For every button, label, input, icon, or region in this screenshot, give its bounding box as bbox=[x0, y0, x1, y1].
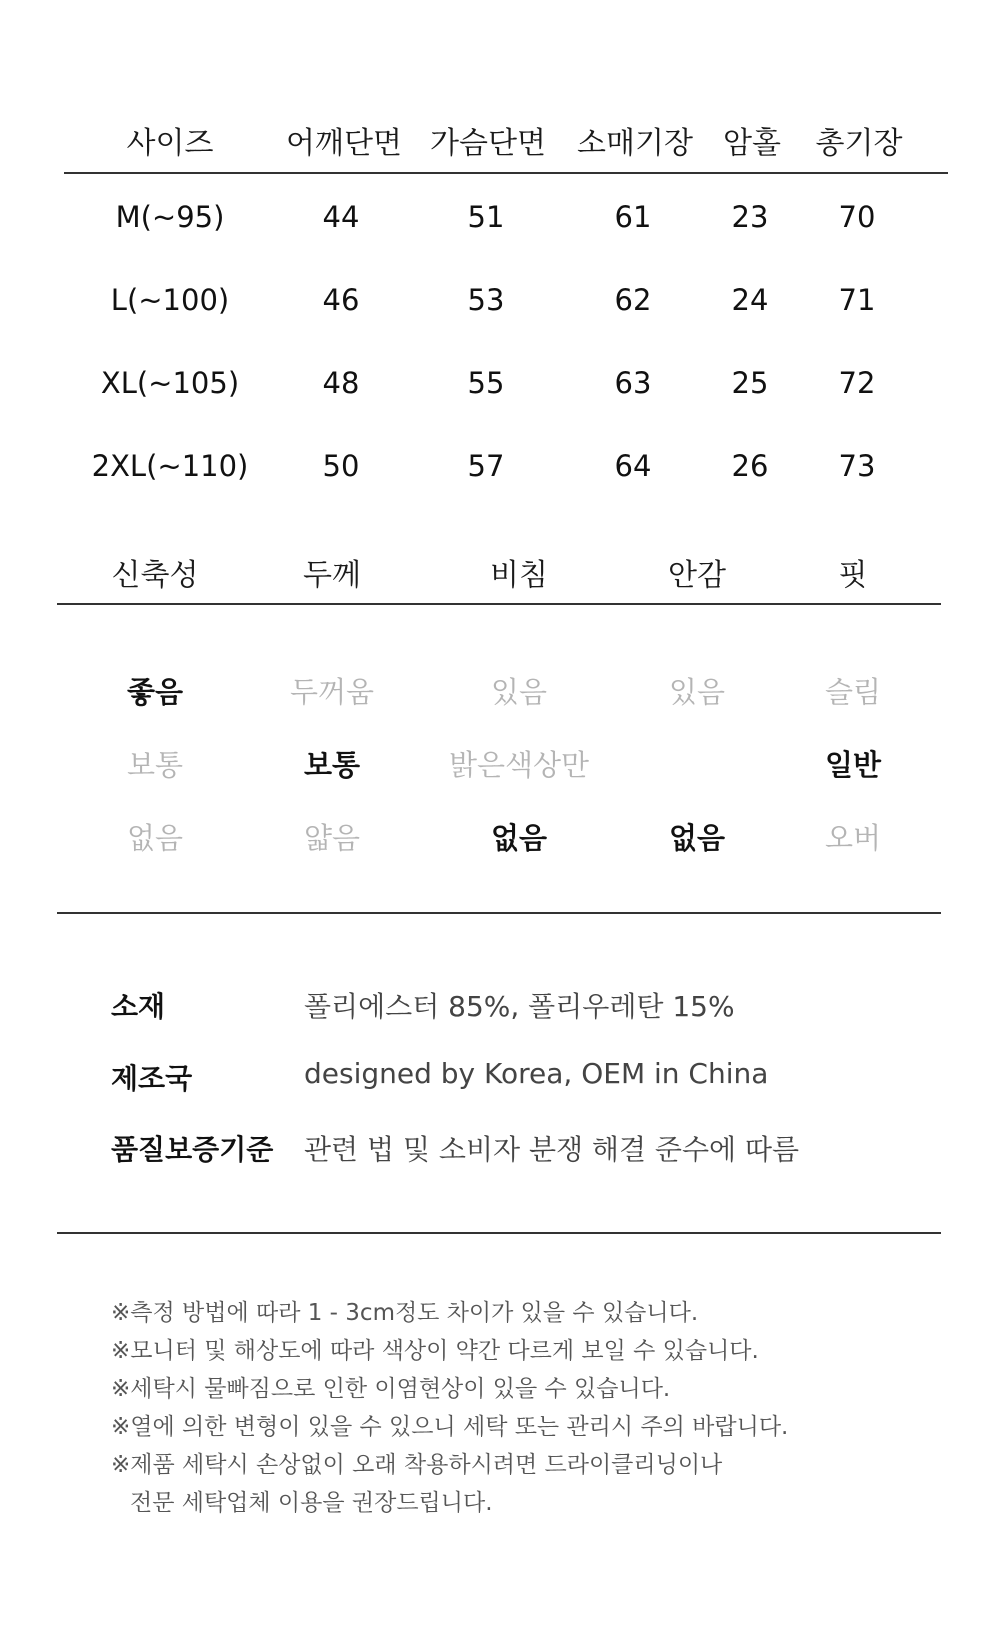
sleeve-value: 62 bbox=[614, 283, 652, 317]
note-line: ※제품 세탁시 손상없이 오래 착용하시려면 드라이클리닝이나 bbox=[111, 1452, 723, 1478]
attribute-option: 없음 bbox=[126, 821, 184, 855]
armhole-value: 24 bbox=[731, 283, 769, 317]
note-line: 전문 세탁업체 이용을 권장드립니다. bbox=[130, 1490, 493, 1516]
spec-label: 제조국 bbox=[111, 1062, 193, 1095]
spec-label: 품질보증기준 bbox=[111, 1133, 274, 1166]
chest-value: 53 bbox=[467, 283, 505, 317]
attribute-option-selected: 없음 bbox=[668, 821, 726, 855]
shoulder-value: 50 bbox=[322, 449, 360, 483]
chest-value: 57 bbox=[467, 449, 505, 483]
header-sleeve: 소매기장 bbox=[577, 126, 693, 161]
size-label: 2XL(~110) bbox=[91, 449, 249, 483]
spec-value: designed by Korea, OEM in China bbox=[304, 1057, 769, 1090]
length-value: 70 bbox=[838, 200, 876, 234]
armhole-value: 25 bbox=[731, 366, 769, 400]
chest-value: 55 bbox=[467, 366, 505, 400]
length-value: 72 bbox=[838, 366, 876, 400]
header-chest: 가슴단면 bbox=[430, 126, 546, 161]
header-size: 사이즈 bbox=[126, 126, 214, 161]
note-line: ※측정 방법에 따라 1 - 3cm정도 차이가 있을 수 있습니다. bbox=[111, 1300, 699, 1326]
attribute-option: 보통 bbox=[126, 748, 184, 782]
size-label: M(~95) bbox=[115, 200, 225, 234]
header-divider bbox=[64, 172, 948, 174]
shoulder-value: 46 bbox=[322, 283, 360, 317]
header-stretch: 신축성 bbox=[111, 558, 199, 593]
spec-value: 관련 법 및 소비자 분쟁 해결 준수에 따름 bbox=[304, 1133, 800, 1166]
attribute-option: 오버 bbox=[824, 821, 882, 855]
attribute-option: 있음 bbox=[668, 675, 726, 709]
header-lining: 안감 bbox=[668, 558, 726, 593]
length-value: 73 bbox=[838, 449, 876, 483]
attribute-option: 두꺼움 bbox=[289, 675, 375, 709]
shoulder-value: 44 bbox=[322, 200, 360, 234]
attribute-option: 얇음 bbox=[303, 821, 361, 855]
header-armhole: 암홀 bbox=[723, 126, 781, 161]
attribute-option: 밝은색상만 bbox=[448, 748, 590, 782]
armhole-value: 26 bbox=[731, 449, 769, 483]
section-divider bbox=[57, 912, 941, 914]
note-line: ※열에 의한 변형이 있을 수 있으니 세탁 또는 관리시 주의 바랍니다. bbox=[111, 1414, 789, 1440]
attribute-option-selected: 좋음 bbox=[126, 675, 184, 709]
sleeve-value: 63 bbox=[614, 366, 652, 400]
sleeve-value: 61 bbox=[614, 200, 652, 234]
header-length: 총기장 bbox=[815, 126, 903, 161]
attribute-divider bbox=[57, 603, 941, 605]
header-thickness: 두께 bbox=[303, 558, 361, 593]
sleeve-value: 64 bbox=[614, 449, 652, 483]
shoulder-value: 48 bbox=[322, 366, 360, 400]
attribute-option: 있음 bbox=[490, 675, 548, 709]
header-shoulder: 어깨단면 bbox=[286, 126, 402, 161]
attribute-option-selected: 없음 bbox=[490, 821, 548, 855]
length-value: 71 bbox=[838, 283, 876, 317]
chest-value: 51 bbox=[467, 200, 505, 234]
spec-label: 소재 bbox=[111, 990, 166, 1023]
note-line: ※세탁시 물빠짐으로 인한 이염현상이 있을 수 있습니다. bbox=[111, 1376, 671, 1402]
header-transparency: 비침 bbox=[490, 558, 548, 593]
size-label: XL(~105) bbox=[100, 366, 240, 400]
attribute-option-selected: 보통 bbox=[303, 748, 361, 782]
attribute-option-selected: 일반 bbox=[824, 748, 882, 782]
armhole-value: 23 bbox=[731, 200, 769, 234]
note-line: ※모니터 및 해상도에 따라 색상이 약간 다르게 보일 수 있습니다. bbox=[111, 1338, 759, 1364]
notes-divider bbox=[57, 1232, 941, 1234]
attribute-option: 슬림 bbox=[824, 675, 882, 709]
spec-value: 폴리에스터 85%, 폴리우레탄 15% bbox=[304, 990, 735, 1023]
size-label: L(~100) bbox=[110, 283, 230, 317]
header-fit: 핏 bbox=[838, 558, 868, 593]
